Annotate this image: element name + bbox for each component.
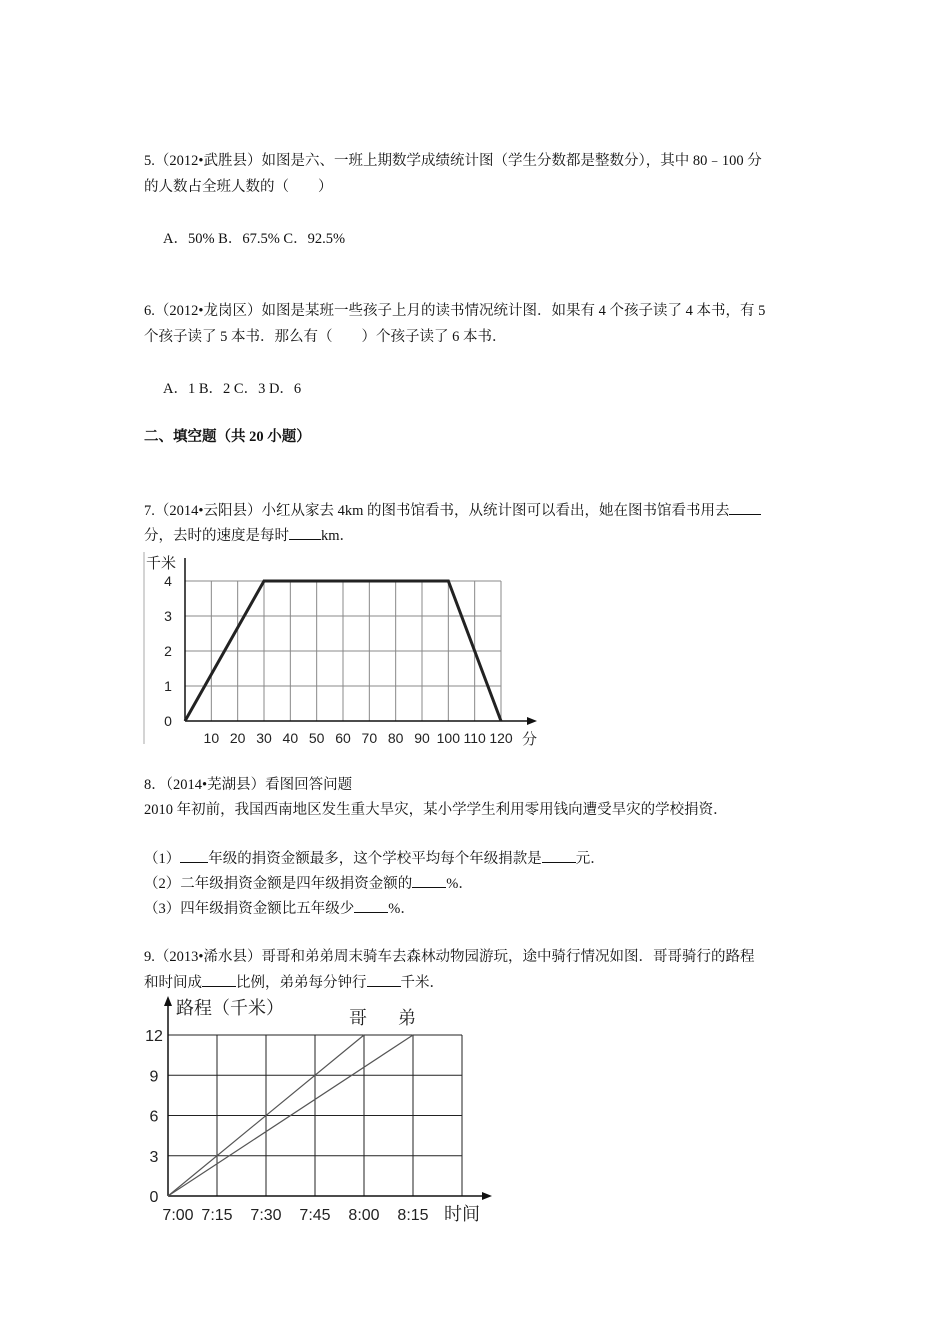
chart1-y-label: 千米 bbox=[146, 555, 177, 572]
q8-blank-1[interactable] bbox=[180, 848, 208, 863]
chart2-x-tick: 7:30 bbox=[250, 1207, 282, 1224]
chart2-x-tick: 7:00 bbox=[162, 1207, 194, 1224]
chart2-x-tick: 8:00 bbox=[348, 1207, 380, 1224]
chart2-y-tick: 0 bbox=[149, 1189, 159, 1206]
q5-stem-line2: 的人数占全班人数的（ ） bbox=[144, 179, 333, 195]
chart1-grid bbox=[185, 581, 501, 721]
chart1-x-tick: 90 bbox=[414, 730, 430, 746]
chart1-x-tick: 60 bbox=[335, 730, 351, 746]
chart2-axes bbox=[164, 996, 492, 1200]
q9-blank-1[interactable] bbox=[202, 972, 236, 987]
chart2-y-tick: 12 bbox=[145, 1028, 163, 1045]
chart2-x-arrow bbox=[482, 1192, 492, 1200]
q7-blank-1[interactable] bbox=[729, 500, 761, 515]
chart2-y-tick: 3 bbox=[149, 1148, 159, 1166]
chart1-x-tick: 10 bbox=[203, 730, 220, 746]
chart2-x-tick: 7:15 bbox=[201, 1207, 233, 1224]
chart1-x-tick: 80 bbox=[387, 730, 404, 746]
chart2-y-arrow bbox=[164, 996, 172, 1006]
q9-text-1: 和时间成 bbox=[144, 975, 202, 991]
chart1-x-tick: 70 bbox=[361, 730, 378, 746]
q5-options: A．50% B．67.5% C．92.5% bbox=[163, 231, 346, 247]
chart1-y-tick: 3 bbox=[164, 608, 172, 624]
q8-blank-2[interactable] bbox=[542, 848, 576, 863]
chart2-labels bbox=[145, 998, 480, 1224]
q5-stem-line1: 5.（2012•武胜县）如图是六、一班上期数学成绩统计图（学生分数都是整数分），其中 80﹣100 分 bbox=[144, 153, 762, 169]
q8-sub1-suffix: 元． bbox=[575, 851, 605, 867]
q7-stem-line1 bbox=[144, 498, 761, 524]
q6-stem-line1: 6.（2012•龙岗区）如图是某班一些孩子上月的读书情况统计图．如果有 4 个孩子读了 4 本书，有 5 bbox=[144, 303, 766, 319]
chart1-y-tick: 1 bbox=[164, 678, 172, 694]
chart1-x-tick: 100 bbox=[436, 730, 461, 746]
distance-time-chart bbox=[140, 548, 550, 748]
brothers-distance-chart bbox=[140, 994, 510, 1230]
q7-blank-2[interactable] bbox=[289, 525, 321, 540]
q9-blank-2[interactable] bbox=[367, 972, 401, 987]
q9-stem-line2 bbox=[144, 970, 444, 996]
chart1-y-tick: 4 bbox=[164, 573, 172, 589]
q7-text-2: 分，去时的速度是每时 bbox=[144, 528, 289, 544]
chart1-y-tick: 0 bbox=[164, 713, 172, 729]
chart1-x-tick: 20 bbox=[229, 730, 246, 746]
q8-blank-4[interactable] bbox=[354, 898, 388, 913]
q8-title: 8．（2014•芜湖县）看图回答问题 bbox=[144, 777, 353, 793]
q8-context: 2010 年初前，我国西南地区发生重大旱灾，某小学学生利用零用钱向遭受旱灾的学校捐资． bbox=[144, 802, 728, 818]
chart1-x-label: 分 bbox=[522, 731, 538, 748]
chart2-y-tick: 6 bbox=[149, 1108, 159, 1126]
q7-stem-line2 bbox=[144, 523, 354, 549]
chart1-x-tick: 50 bbox=[308, 730, 325, 746]
q8-sub2-text: （2）二年级捐资金额是四年级捐资金额的 bbox=[144, 876, 413, 892]
q9-stem-line1: 9.（2013•浠水县）哥哥和弟弟周末骑车去森林动物园游玩，途中骑行情况如图．哥哥骑行的路程 bbox=[144, 949, 755, 965]
q8-sub3-suffix: %． bbox=[388, 901, 415, 917]
chart2-x-tick: 7:45 bbox=[299, 1207, 331, 1224]
chart1-x-arrow bbox=[527, 717, 537, 725]
q8-sub1-text: 年级的捐资金额最多，这个学校平均每个年级捐款是 bbox=[208, 851, 542, 867]
q7-text-3: km． bbox=[321, 528, 355, 544]
chart2-y-label: 路程（千米） bbox=[176, 998, 284, 1018]
chart2-x-tick: 8:15 bbox=[397, 1207, 429, 1224]
q8-sub1 bbox=[144, 846, 605, 872]
chart2-y-tick: 9 bbox=[149, 1068, 159, 1086]
chart1-y-tick: 2 bbox=[164, 643, 172, 659]
q8-sub3 bbox=[144, 896, 415, 922]
q8-sub2-suffix: %． bbox=[446, 876, 473, 892]
q6-options: A．1 B．2 C．3 D．6 bbox=[163, 381, 302, 397]
chart1-x-tick: 120 bbox=[489, 730, 513, 746]
q8-sub3-text: （3）四年级捐资金额比五年级少 bbox=[144, 901, 355, 917]
q8-sub2 bbox=[144, 871, 473, 897]
chart1-x-tick: 40 bbox=[282, 730, 299, 746]
chart2-x-label: 时间 bbox=[444, 1204, 480, 1224]
chart2-legend-1: 哥 bbox=[349, 1008, 367, 1028]
q6-stem-line2: 个孩子读了 5 本书．那么有（ ）个孩子读了 6 本书． bbox=[144, 329, 507, 345]
chart1-x-tick: 110 bbox=[463, 730, 486, 746]
chart2-grid bbox=[168, 1035, 462, 1196]
q7-text-1: 7.（2014•云阳县）小红从家去 4km 的图书馆看书，从统计图可以看出，她在图书馆看书用去 bbox=[144, 503, 730, 519]
q8-blank-3[interactable] bbox=[412, 873, 446, 888]
chart2-legend-2: 弟 bbox=[398, 1008, 416, 1028]
section-heading: 二、填空题（共 20 小题） bbox=[144, 429, 311, 445]
chart1-x-tick: 30 bbox=[256, 730, 272, 746]
q9-text-3: 千米． bbox=[400, 975, 444, 991]
q8-sub1-prefix: （1） bbox=[144, 851, 181, 867]
q9-text-2: 比例，弟弟每分钟行 bbox=[236, 975, 367, 991]
